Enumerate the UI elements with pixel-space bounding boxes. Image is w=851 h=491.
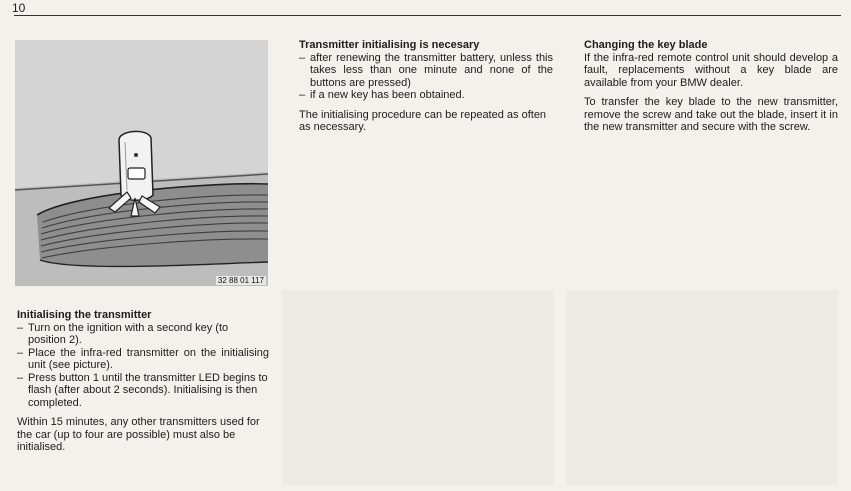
bleed-through-right [566,290,838,485]
key-blade-intro: If the infra-red remote control unit should develop a fault, replacements without a key blade are available from your BMW dealer. [584,51,838,89]
page-number: 10 [12,1,26,15]
header-rule [14,15,841,16]
initialising-steps-list [17,322,269,410]
initialising-step: – Place the infra-red transmitter on the initialising unit (see picture). [17,347,269,372]
bleed-through-left [282,290,554,485]
initialising-unit-illustration [15,40,268,286]
necessary-condition: – if a new key has been obtained. [299,89,553,102]
necessary-condition: – after renewing the transmitter battery, unless this takes less than one minute and none of the buttons are pressed) [299,52,553,90]
key-blade-heading: Changing the key blade [584,39,708,51]
key-blade-procedure: To transfer the key blade to the new transmitter, remove the screw and take out the blade, insert it in the new transmitter and secure with the screw. [584,96,838,133]
initialising-step: – Press button 1 until the transmitter LED begins to flash (after about 2 seconds). Initialising is then completed. [17,372,269,410]
initialising-step: – Turn on the ignition with a second key (to position 2). [17,322,269,347]
necessary-note: The initialising procedure can be repeated as often as necessary. [299,108,547,133]
initialising-note: Within 15 minutes, any other transmitters used for the car (up to four are possible) must also be initialised. [17,416,260,453]
key-blade-section [584,39,838,134]
necessary-section [299,39,553,134]
necessary-heading: Transmitter initialising is necesary [299,39,480,51]
necessary-conditions-list [299,52,553,102]
transmitter-on-unit-drawing [15,40,268,286]
initialising-section [17,309,269,454]
figure-reference-code: 32 88 01 117 [217,276,264,285]
initialising-heading: Initialising the transmitter [17,309,152,321]
